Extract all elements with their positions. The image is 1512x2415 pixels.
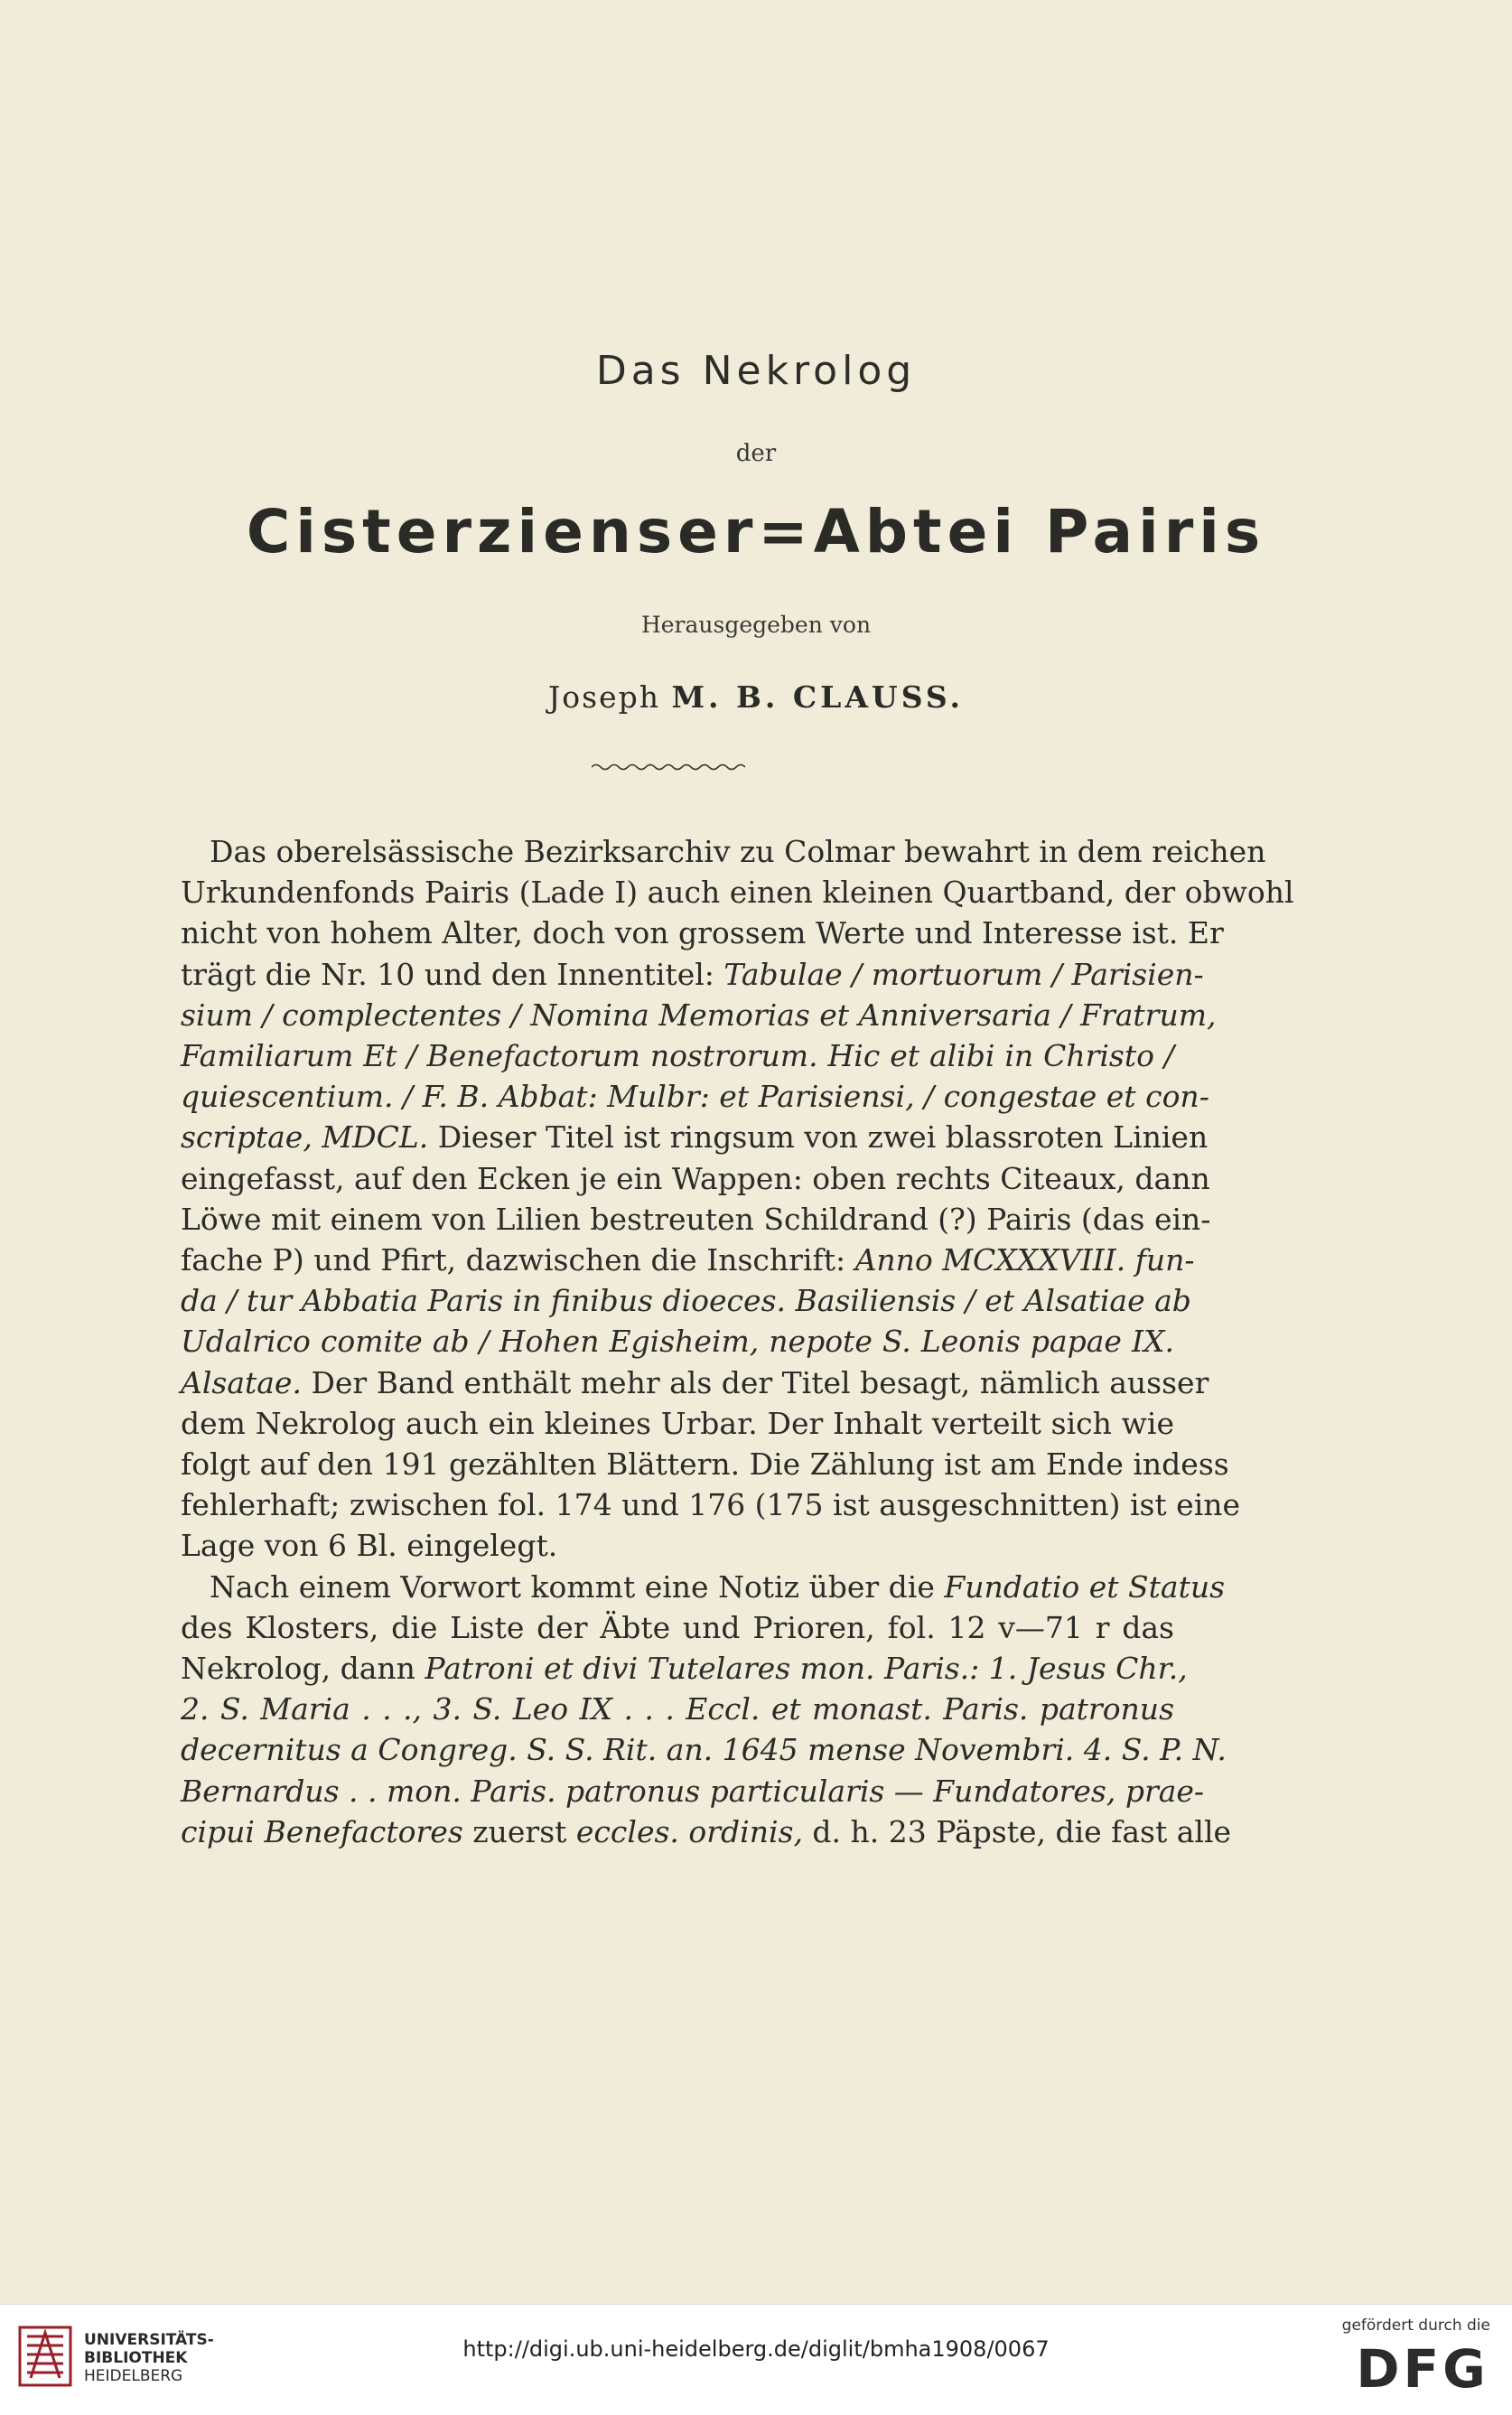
text-segment: des Klosters, die Liste der Äbte und Prioren, fol. 12 v—71 r das xyxy=(181,1609,1174,1645)
text-line xyxy=(181,1403,1174,1444)
text-segment: eingefasst, auf den Ecken je ein Wappen: oben rechts Citeaux, dann xyxy=(181,1160,1210,1196)
dfg-logo-icon xyxy=(1355,2340,1490,2396)
paragraph-2 xyxy=(181,1567,1232,1852)
text-line xyxy=(181,1240,1195,1280)
text-segment: zuerst xyxy=(462,1813,576,1849)
text-line xyxy=(181,1567,1226,1607)
text-segment: folgt auf den 191 gezählten Blättern. Die Zählung ist am Ende indess xyxy=(181,1446,1229,1483)
italic-text: Bernardus . . mon. Paris. patronus particularis — Fundatores, prae- xyxy=(181,1773,1205,1809)
text-segment: Dieser Titel ist ringsum von zwei blassroten Linien xyxy=(428,1119,1209,1156)
institution-line-3: HEIDELBERG xyxy=(84,2367,183,2385)
italic-text: Familiarum Et / Benefactorum nostrorum. Hic et alibi in Christo / xyxy=(181,1038,1174,1074)
text-line xyxy=(181,1689,1174,1729)
author-prefix: Joseph xyxy=(548,679,660,715)
page-title: Cisterzienser=Abtei Pairis xyxy=(246,497,1266,566)
text-line xyxy=(181,1525,1174,1566)
italic-text: decernitus a Congreg. S. S. Rit. an. 1645 mense Novembri. 4. S. P. N. xyxy=(181,1732,1227,1768)
text-line xyxy=(181,872,1294,913)
text-line xyxy=(181,954,1204,995)
text-segment: Nach einem Vorwort kommt eine Notiz über die xyxy=(210,1568,945,1605)
body-text xyxy=(181,831,1294,1852)
text-line xyxy=(181,1035,1174,1076)
institution-line-1: UNIVERSITÄTS- xyxy=(84,2331,214,2349)
text-line xyxy=(181,1117,1209,1157)
italic-text: Fundatio et Status xyxy=(944,1568,1226,1605)
text-line xyxy=(181,995,1217,1035)
italic-text: eccles. ordinis, xyxy=(575,1813,803,1849)
italic-text: 2. S. Maria . . ., 3. S. Leo IX . . . Eccl. et monast. Paris. patronus xyxy=(181,1691,1174,1727)
title-line-1: Das Nekrolog xyxy=(595,348,917,394)
text-line xyxy=(181,1444,1229,1484)
text-line xyxy=(181,1484,1241,1525)
funder-label: gefördert durch die xyxy=(1341,2317,1490,2335)
italic-text: Patroni et divi Tutelares mon. Paris.: 1. Jesus Chr., xyxy=(425,1651,1188,1687)
text-segment: d. h. 23 Päpste, die fast alle xyxy=(802,1813,1232,1849)
text-segment: Der Band enthält mehr als der Titel besagt, nämlich ausser xyxy=(301,1364,1209,1400)
paragraph-1 xyxy=(181,831,1294,1567)
author-name xyxy=(0,679,1512,715)
italic-text: sium / complectentes / Nomina Memorias et Anniversaria / Fratrum, xyxy=(181,997,1217,1033)
text-segment: Das oberelsässische Bezirksarchiv zu Colmar bewahrt in dem reichen xyxy=(210,834,1266,869)
text-segment: fehlerhaft; zwischen fol. 174 und 176 (175 ist ausgeschnitten) ist eine xyxy=(181,1487,1241,1523)
italic-text: scriptae, MDCL. xyxy=(181,1119,429,1156)
text-line xyxy=(181,1158,1210,1199)
italic-text: cipui Benefactores xyxy=(181,1813,463,1849)
italic-text: quiescentium. / F. B. Abbat: Mulbr: et Parisiensi, / congestae et con- xyxy=(181,1079,1209,1115)
institution-line-2: BIBLIOTHEK xyxy=(84,2349,188,2367)
text-line xyxy=(181,831,1266,872)
text-line xyxy=(181,1076,1209,1117)
text-segment: Lage von 6 Bl. eingelegt. xyxy=(181,1528,558,1564)
text-line xyxy=(181,1362,1209,1403)
text-segment: dem Nekrolog auch ein kleines Urbar. Der Inhalt verteilt sich wie xyxy=(181,1405,1174,1441)
text-line xyxy=(181,1280,1191,1321)
italic-text: Udalrico comite ab / Hohen Egisheim, nepote S. Leonis papae IX. xyxy=(181,1324,1174,1360)
title-line-2: der xyxy=(735,440,777,467)
text-segment: Löwe mit einem von Lilien bestreuten Schildrand (?) Pairis (das ein- xyxy=(181,1201,1211,1237)
italic-text: Anno MCXXXVIII. fun- xyxy=(854,1242,1195,1278)
wavy-rule-ornament xyxy=(592,762,745,772)
text-line xyxy=(181,913,1224,953)
author-caps: M. B. CLAUSS. xyxy=(671,679,964,715)
text-segment: Nekrolog, dann xyxy=(181,1651,425,1687)
dfg-logo-text: DFG xyxy=(1356,2340,1489,2396)
text-segment: trägt die Nr. 10 und den Innentitel: xyxy=(181,956,724,992)
text-segment: nicht von hohem Alter, doch von grossem Werte und Interesse ist. Er xyxy=(181,915,1224,951)
permalink-url[interactable]: http://digi.ub.uni-heidelberg.de/diglit/bmha1908/0067 xyxy=(462,2336,1050,2362)
italic-text: Alsatae. xyxy=(181,1364,302,1400)
italic-text: da / tur Abbatia Paris in finibus dioeces. Basiliensis / et Alsatiae ab xyxy=(181,1283,1191,1319)
text-line xyxy=(181,1199,1211,1240)
editor-label: Herausgegeben von xyxy=(640,612,872,638)
text-line xyxy=(181,1321,1174,1362)
text-segment: fache P) und Pfirt, dazwischen die Inschrift: xyxy=(181,1242,855,1278)
text-line xyxy=(181,1811,1232,1852)
text-line xyxy=(181,1607,1174,1648)
text-line xyxy=(181,1771,1205,1811)
italic-text: Tabulae / mortuorum / Parisien- xyxy=(723,956,1204,992)
text-segment: Urkundenfonds Pairis (Lade I) auch einen kleinen Quartband, der obwohl xyxy=(181,875,1294,911)
text-line xyxy=(181,1648,1188,1689)
text-line xyxy=(181,1729,1227,1770)
